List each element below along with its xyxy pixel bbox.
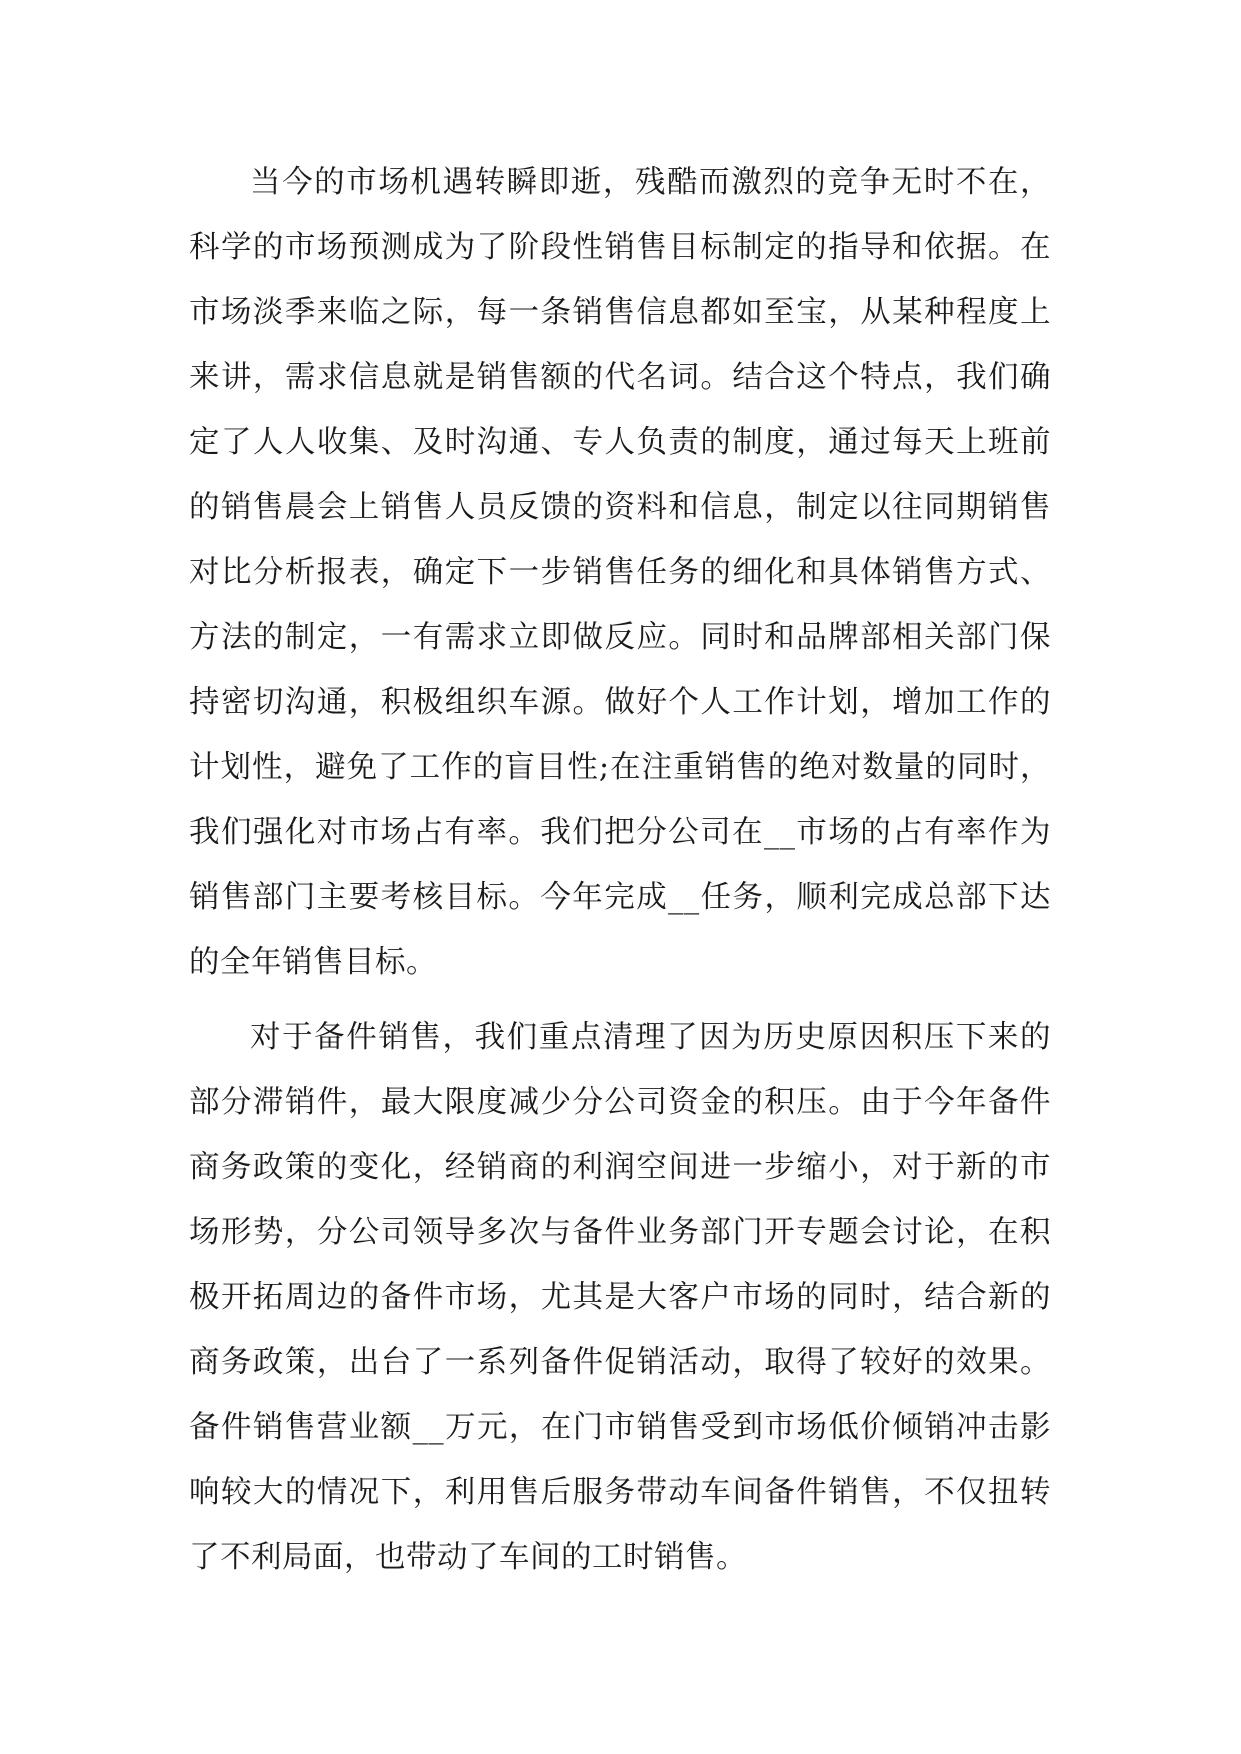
document-body <box>189 150 1051 1600</box>
paragraph-parts-sales: 对于备件销售，我们重点清理了因为历史原因积压下来的部分滞销件，最大限度减少分公司资金的积压。由于今年备件商务政策的变化，经销商的利润空间进一步缩小，对于新的市场形势，分公司领导多次与备件业务部门开专题会讨论，在积极开拓周边的备件市场，尤其是大客户市场的同时，结合新的商务政策，出台了一系列备件促销活动，取得了较好的效果。备件销售营业额__万元，在门市销售受到市场低价倾销冲击影响较大的情况下，利用售后服务带动车间备件销售，不仅扭转了不利局面，也带动了车间的工时销售。 <box>189 1020 1051 1575</box>
paragraph-market-forecast: 当今的市场机遇转瞬即逝，残酷而激烈的竞争无时不在，科学的市场预测成为了阶段性销售目标制定的指导和依据。在市场淡季来临之际，每一条销售信息都如至宝，从某种程度上来讲，需求信息就是销售额的代名词。结合这个特点，我们确定了人人收集、及时沟通、专人负责的制度，通过每天上班前的销售晨会上销售人员反馈的资料和信息，制定以往同期销售对比分析报表，确定下一步销售任务的细化和具体销售方式、方法的制定，一有需求立即做反应。同时和品牌部相关部门保持密切沟通，积极组织车源。做好个人工作计划，增加工作的计划性，避免了工作的盲目性;在注重销售的绝对数量的同时，我们强化对市场占有率。我们把分公司在__市场的占有率作为销售部门主要考核目标。今年完成__任务，顺利完成总部下达的全年销售目标。 <box>189 165 1051 980</box>
